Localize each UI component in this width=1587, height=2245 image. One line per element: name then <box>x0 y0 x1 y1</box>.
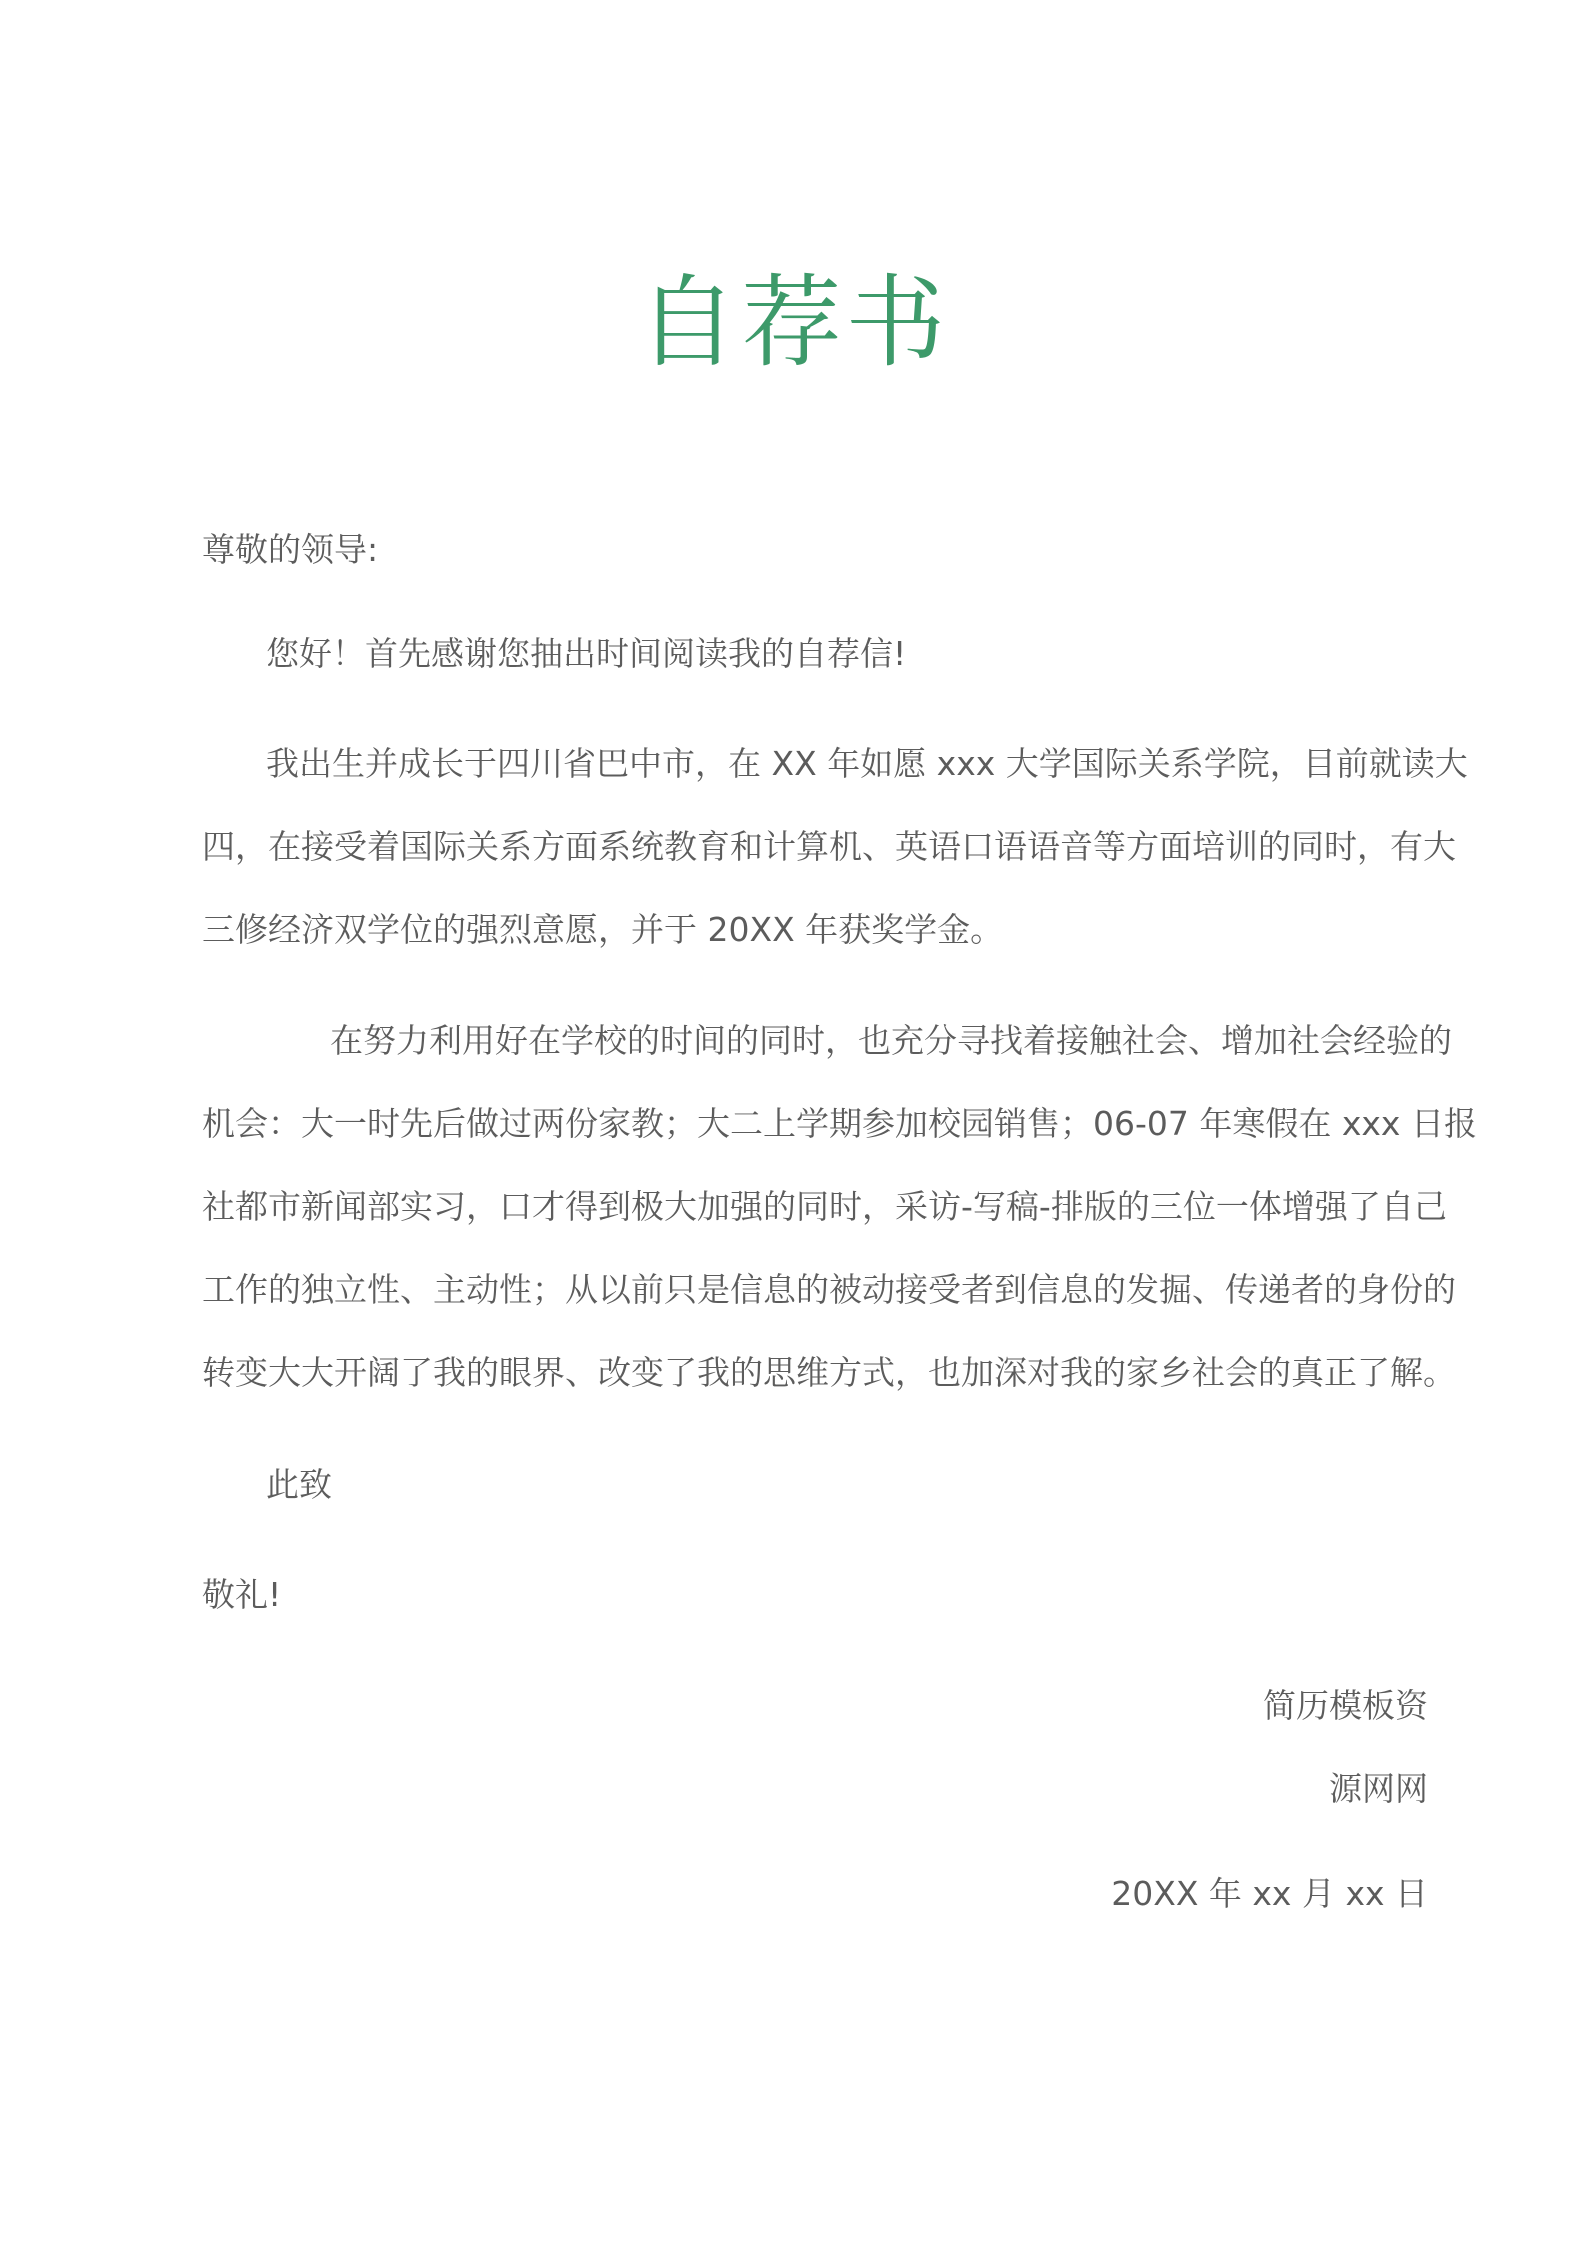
paragraph-education <box>202 722 1468 971</box>
paragraph-experience <box>202 999 1477 1414</box>
page-title: 自荐书 <box>637 264 950 381</box>
paragraph-line: 工作的独立性、主动性；从以前只是信息的被动接受者到信息的发掘、传递者的身份的 <box>202 1270 1456 1309</box>
paragraph-line: 转变大大开阔了我的眼界、改变了我的思维方式，也加深对我的家乡社会的真正了解。 <box>202 1353 1456 1392</box>
regards: 敬礼! <box>202 1575 282 1614</box>
paragraph-line: 在努力利用好在学校的时间的同时，也充分寻找着接触社会、增加社会经验的 <box>330 1021 1452 1060</box>
greeting: 您好！首先感谢您抽出时间阅读我的自荐信! <box>266 634 907 673</box>
letter-date: 20XX 年 xx 月 xx 日 <box>1111 1874 1428 1913</box>
paragraph-line: 我出生并成长于四川省巴中市，在 XX 年如愿 xxx 大学国际关系学院，目前就读大 <box>266 744 1468 783</box>
signature-line-2: 源网网 <box>1329 1769 1428 1808</box>
signature-line-1: 简历模板资 <box>1263 1686 1428 1725</box>
paragraph-line: 社都市新闻部实习，口才得到极大加强的同时，采访-写稿-排版的三位一体增强了自己 <box>202 1187 1447 1226</box>
salutation: 尊敬的领导: <box>202 530 379 569</box>
paragraph-line: 四，在接受着国际关系方面系统教育和计算机、英语口语语音等方面培训的同时，有大 <box>202 827 1456 866</box>
paragraph-line: 机会：大一时先后做过两份家教；大二上学期参加校园销售；06-07 年寒假在 xxx 日报 <box>202 1104 1477 1143</box>
closing: 此致 <box>266 1465 332 1504</box>
paragraph-line: 三修经济双学位的强烈意愿，并于 20XX 年获奖学金。 <box>202 910 1004 949</box>
